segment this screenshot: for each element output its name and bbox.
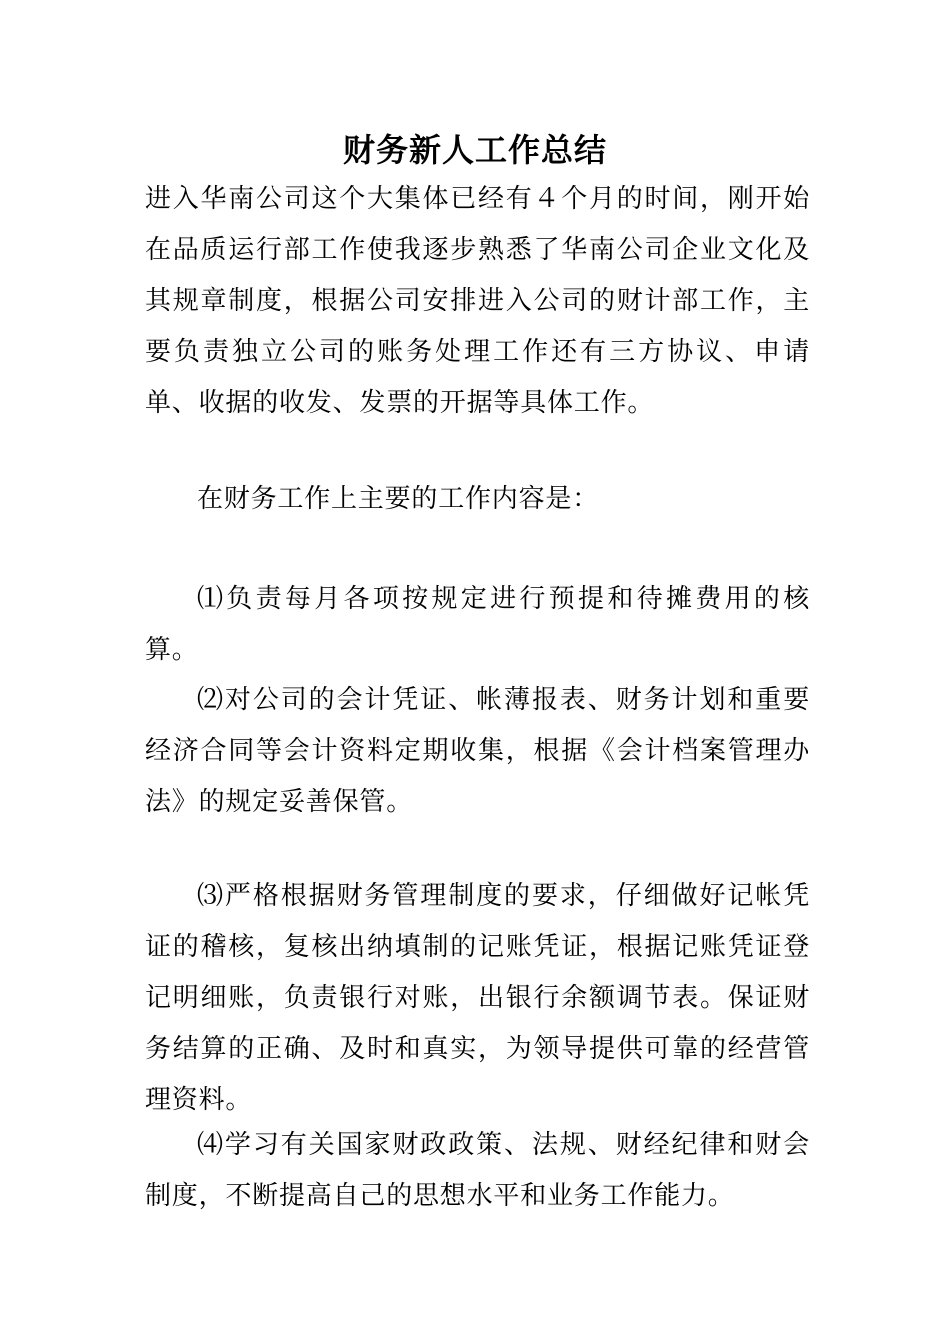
paragraph-item-4: ⑷学习有关国家财政政策、法规、财经纪律和财会制度，不断提高自己的思想水平和业务工作能力。 xyxy=(145,1130,810,1211)
paragraph-item-1: ⑴负责每月各项按规定进行预提和待摊费用的核算。 xyxy=(145,584,810,665)
paragraph-item-2: ⑵对公司的会计凭证、帐薄报表、财务计划和重要经济合同等会计资料定期收集，根据《会计档案管理办法》的规定妥善保管。 xyxy=(145,685,810,817)
paragraph-intro: 进入华南公司这个大集体已经有４个月的时间，刚开始在品质运行部工作使我逐步熟悉了华南公司企业文化及其规章制度，根据公司安排进入公司的财计部工作，主要负责独立公司的账务处理工作还有三方协议、申请单、收据的收发、发票的开据等具体工作。 xyxy=(145,184,810,418)
document-title: 财务新人工作总结 xyxy=(342,131,607,169)
paragraph-item-3: ⑶严格根据财务管理制度的要求，仔细做好记帐凭证的稽核，复核出纳填制的记账凭证，根据记账凭证登记明细账，负责银行对账，出银行余额调节表。保证财务结算的正确、及时和真实，为领导提供可靠的经营管理资料。 xyxy=(145,881,810,1115)
paragraph-work-content-heading: 在财务工作上主要的工作内容是： xyxy=(197,484,600,514)
